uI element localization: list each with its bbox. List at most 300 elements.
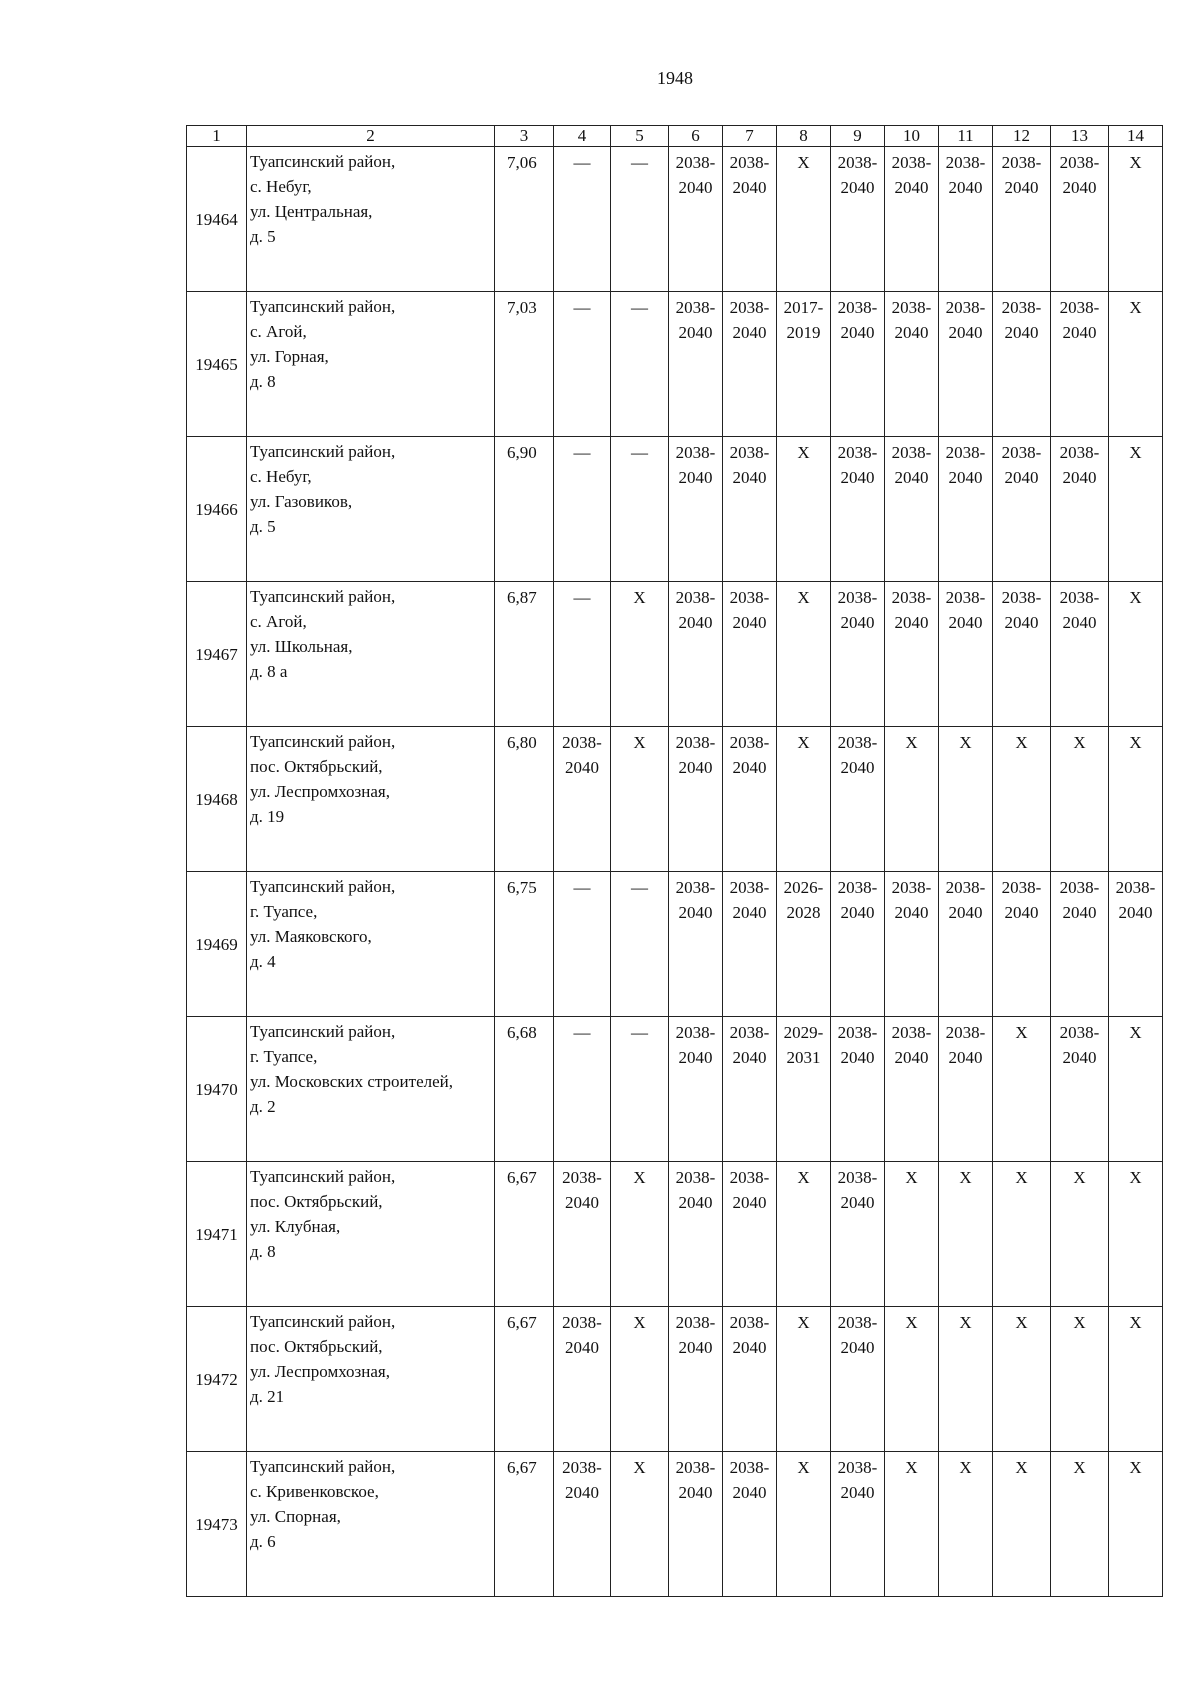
period-line: 2040 <box>948 468 983 487</box>
period-cell <box>993 1452 1051 1597</box>
period-line: 2040 <box>840 323 875 342</box>
address-line: ул. Леспромхозная, <box>250 782 390 801</box>
period-cell <box>1109 1017 1163 1162</box>
period-line: X <box>1073 1313 1086 1332</box>
period-line: — <box>631 878 648 897</box>
address-line: д. 2 <box>250 1097 276 1116</box>
period-line: 2031 <box>786 1048 821 1067</box>
period-cell <box>554 1452 611 1597</box>
address-line: д. 8 <box>250 1242 276 1261</box>
address-line: д. 5 <box>250 227 276 246</box>
period-cell <box>554 872 611 1017</box>
period-line: X <box>1073 1168 1086 1187</box>
period-line: 2040 <box>1062 903 1097 922</box>
period-cell <box>939 872 993 1017</box>
period-cell <box>554 292 611 437</box>
row-number: 19472 <box>187 1307 247 1452</box>
period-cell <box>939 292 993 437</box>
address-line: ул. Маяковского, <box>250 927 372 946</box>
period-line: 2038- <box>675 733 716 752</box>
period-line: 2038- <box>837 1313 878 1332</box>
value-cell: 6,87 <box>495 582 554 727</box>
row-number: 19468 <box>187 727 247 872</box>
period-line: X <box>959 1168 972 1187</box>
period-line: 2040 <box>894 468 929 487</box>
period-line: 2040 <box>678 903 713 922</box>
address-line: с. Агой, <box>250 612 307 631</box>
period-line: 2038- <box>675 443 716 462</box>
period-cell <box>1109 872 1163 1017</box>
period-cell <box>993 147 1051 292</box>
period-cell <box>777 727 831 872</box>
period-cell <box>723 147 777 292</box>
period-cell <box>777 292 831 437</box>
period-cell <box>993 1307 1051 1452</box>
period-line: 2040 <box>1118 903 1153 922</box>
row-number: 19471 <box>187 1162 247 1307</box>
period-cell <box>611 872 669 1017</box>
column-header: 8 <box>777 126 831 147</box>
period-cell <box>669 582 723 727</box>
period-line: 2040 <box>840 613 875 632</box>
period-line: 2038- <box>891 443 932 462</box>
period-cell <box>885 292 939 437</box>
address-line: Туапсинский район, <box>250 1312 396 1331</box>
row-number: 19464 <box>187 147 247 292</box>
address-cell <box>247 1017 495 1162</box>
address-line: Туапсинский район, <box>250 152 396 171</box>
period-cell <box>723 292 777 437</box>
period-line: X <box>797 1168 810 1187</box>
period-line: 2040 <box>948 323 983 342</box>
period-line: 2038- <box>729 588 770 607</box>
period-cell <box>831 437 885 582</box>
period-line: — <box>573 298 591 317</box>
period-line: 2038- <box>729 1313 770 1332</box>
period-line: X <box>633 588 646 607</box>
period-line: 2017- <box>783 298 824 317</box>
period-line: — <box>573 153 591 172</box>
period-line: 2038- <box>729 153 770 172</box>
address-line: д. 5 <box>250 517 276 536</box>
period-cell <box>885 1307 939 1452</box>
table-row <box>187 1307 1163 1452</box>
period-line: 2040 <box>894 613 929 632</box>
period-cell <box>777 1017 831 1162</box>
value-cell: 6,67 <box>495 1452 554 1597</box>
address-line: д. 19 <box>250 807 285 826</box>
period-line: X <box>797 1313 810 1332</box>
period-cell <box>554 437 611 582</box>
period-cell <box>831 1307 885 1452</box>
address-line: Туапсинский район, <box>250 587 396 606</box>
period-line: 2040 <box>732 178 767 197</box>
address-cell <box>247 1452 495 1597</box>
period-cell <box>777 1307 831 1452</box>
period-cell <box>831 147 885 292</box>
period-line: X <box>797 443 810 462</box>
period-cell <box>611 1017 669 1162</box>
period-line: — <box>573 588 591 607</box>
period-line: 2040 <box>1062 613 1097 632</box>
address-line: Туапсинский район, <box>250 1022 396 1041</box>
period-line: X <box>1129 1168 1142 1187</box>
period-cell <box>723 872 777 1017</box>
period-cell <box>993 872 1051 1017</box>
period-line: 2040 <box>565 1193 599 1212</box>
address-cell <box>247 582 495 727</box>
period-line: X <box>633 1313 646 1332</box>
address-cell <box>247 437 495 582</box>
address-line: Туапсинский район, <box>250 877 396 896</box>
period-cell <box>611 727 669 872</box>
period-line: 2040 <box>1004 468 1039 487</box>
period-line: 2040 <box>840 758 875 777</box>
period-cell <box>669 437 723 582</box>
period-line: 2026- <box>783 878 824 897</box>
period-line: 2038- <box>729 443 770 462</box>
column-header: 12 <box>993 126 1051 147</box>
period-cell <box>885 727 939 872</box>
period-cell <box>885 147 939 292</box>
table-row <box>187 1017 1163 1162</box>
period-cell <box>885 1162 939 1307</box>
address-line: ул. Школьная, <box>250 637 353 656</box>
period-line: 2040 <box>840 903 875 922</box>
period-line: X <box>905 1168 918 1187</box>
period-line: 2038- <box>1001 153 1042 172</box>
address-line: д. 6 <box>250 1532 276 1551</box>
period-line: X <box>1129 1023 1142 1042</box>
period-line: 2040 <box>678 1048 713 1067</box>
period-line: 2040 <box>678 468 713 487</box>
period-line: X <box>1129 733 1142 752</box>
address-line: с. Агой, <box>250 322 307 341</box>
period-cell <box>939 1162 993 1307</box>
period-cell <box>1109 292 1163 437</box>
period-line: X <box>1129 1458 1142 1477</box>
period-line: X <box>905 1313 918 1332</box>
value-cell: 6,80 <box>495 727 554 872</box>
period-cell <box>1051 1017 1109 1162</box>
period-cell <box>554 727 611 872</box>
period-line: 2038- <box>891 298 932 317</box>
period-line: 2040 <box>1004 323 1039 342</box>
period-line: 2038- <box>891 588 932 607</box>
period-line: 2040 <box>948 613 983 632</box>
period-line: 2040 <box>678 758 713 777</box>
period-cell <box>993 1162 1051 1307</box>
address-line: с. Небуг, <box>250 467 312 486</box>
column-header: 10 <box>885 126 939 147</box>
address-cell <box>247 872 495 1017</box>
period-cell <box>554 147 611 292</box>
period-cell <box>831 727 885 872</box>
period-line: 2038- <box>1001 443 1042 462</box>
period-line: 2038- <box>837 878 878 897</box>
table-row <box>187 727 1163 872</box>
period-line: 2038- <box>1059 298 1100 317</box>
period-line: X <box>1015 1023 1028 1042</box>
period-line: 2038- <box>675 878 716 897</box>
row-number: 19466 <box>187 437 247 582</box>
period-line: X <box>1015 1458 1028 1477</box>
period-line: 2040 <box>565 1483 599 1502</box>
period-line: 2038- <box>675 1023 716 1042</box>
period-line: X <box>1073 1458 1086 1477</box>
period-line: 2038- <box>837 733 878 752</box>
period-cell <box>885 437 939 582</box>
period-cell <box>611 1452 669 1597</box>
period-line: 2040 <box>1062 1048 1097 1067</box>
period-line: X <box>1129 443 1142 462</box>
period-cell <box>1051 437 1109 582</box>
period-line: X <box>797 1458 810 1477</box>
address-line: ул. Газовиков, <box>250 492 353 511</box>
period-line: 2038- <box>729 1168 770 1187</box>
period-line: 2038- <box>675 153 716 172</box>
period-line: 2040 <box>565 758 599 777</box>
period-cell <box>777 582 831 727</box>
period-line: 2038- <box>1059 1023 1100 1042</box>
period-line: 2038- <box>675 298 716 317</box>
period-line: 2040 <box>678 178 713 197</box>
period-line: 2040 <box>948 178 983 197</box>
period-line: 2038- <box>729 298 770 317</box>
period-cell <box>939 582 993 727</box>
row-number: 19473 <box>187 1452 247 1597</box>
period-line: X <box>1129 153 1142 172</box>
period-cell <box>669 147 723 292</box>
period-line: 2038- <box>837 1023 878 1042</box>
period-cell <box>723 1307 777 1452</box>
period-line: 2038- <box>729 1458 770 1477</box>
column-header: 7 <box>723 126 777 147</box>
period-line: 2040 <box>732 468 767 487</box>
period-line: 2038- <box>837 298 878 317</box>
period-line: 2040 <box>678 613 713 632</box>
address-line: ул. Клубная, <box>250 1217 341 1236</box>
address-line: ул. Центральная, <box>250 202 373 221</box>
period-line: X <box>1129 588 1142 607</box>
column-header: 2 <box>247 126 495 147</box>
column-header: 6 <box>669 126 723 147</box>
period-line: 2038- <box>675 1313 716 1332</box>
value-cell: 6,68 <box>495 1017 554 1162</box>
period-line: 2040 <box>1004 903 1039 922</box>
period-cell <box>669 872 723 1017</box>
column-header: 11 <box>939 126 993 147</box>
address-line: пос. Октябрьский, <box>250 1192 383 1211</box>
row-number: 19467 <box>187 582 247 727</box>
data-table <box>186 125 1163 1597</box>
period-line: 2040 <box>840 1193 875 1212</box>
period-line: 2038- <box>1059 153 1100 172</box>
period-line: 2038- <box>945 298 986 317</box>
period-cell <box>777 147 831 292</box>
address-line: д. 8 <box>250 372 276 391</box>
period-line: — <box>573 1023 591 1042</box>
period-line: 2038- <box>729 733 770 752</box>
period-line: 2040 <box>678 1338 713 1357</box>
period-line: 2040 <box>948 903 983 922</box>
period-cell <box>1051 727 1109 872</box>
period-cell <box>1109 1452 1163 1597</box>
period-cell <box>939 1307 993 1452</box>
table-row <box>187 582 1163 727</box>
period-cell <box>1109 1162 1163 1307</box>
period-line: 2040 <box>732 323 767 342</box>
address-line: Туапсинский район, <box>250 1457 396 1476</box>
period-line: 2040 <box>678 1193 713 1212</box>
period-cell <box>885 582 939 727</box>
column-header: 1 <box>187 126 247 147</box>
period-line: X <box>633 1168 646 1187</box>
period-line: 2038- <box>675 588 716 607</box>
period-cell <box>1109 727 1163 872</box>
address-cell <box>247 1307 495 1452</box>
address-line: Туапсинский район, <box>250 1167 396 1186</box>
row-number: 19465 <box>187 292 247 437</box>
period-line: X <box>959 1458 972 1477</box>
period-line: 2038- <box>729 878 770 897</box>
address-line: Туапсинский район, <box>250 297 396 316</box>
period-line: 2040 <box>678 1483 713 1502</box>
period-line: 2038- <box>675 1168 716 1187</box>
period-line: 2038- <box>837 1168 878 1187</box>
period-line: 2038- <box>1115 878 1156 897</box>
period-line: X <box>797 733 810 752</box>
period-line: 2040 <box>732 1048 767 1067</box>
address-line: ул. Горная, <box>250 347 329 366</box>
period-line: 2038- <box>1059 588 1100 607</box>
period-cell <box>611 1162 669 1307</box>
period-cell <box>831 292 885 437</box>
value-cell: 7,03 <box>495 292 554 437</box>
period-line: 2040 <box>840 468 875 487</box>
period-line: 2040 <box>732 903 767 922</box>
value-cell: 6,90 <box>495 437 554 582</box>
value-cell: 6,75 <box>495 872 554 1017</box>
address-line: ул. Спорная, <box>250 1507 341 1526</box>
period-line: 2038- <box>1059 878 1100 897</box>
period-line: 2038- <box>562 733 602 752</box>
period-cell <box>885 1452 939 1597</box>
period-line: X <box>1129 298 1142 317</box>
period-cell <box>777 872 831 1017</box>
period-line: 2040 <box>1004 613 1039 632</box>
period-line: X <box>959 1313 972 1332</box>
period-line: — <box>631 1023 648 1042</box>
period-line: 2040 <box>1004 178 1039 197</box>
address-line: д. 4 <box>250 952 276 971</box>
period-cell <box>723 727 777 872</box>
address-line: с. Кривенковское, <box>250 1482 379 1501</box>
period-cell <box>939 147 993 292</box>
column-header: 4 <box>554 126 611 147</box>
period-cell <box>554 582 611 727</box>
value-cell: 7,06 <box>495 147 554 292</box>
period-line: 2038- <box>562 1168 602 1187</box>
column-header: 9 <box>831 126 885 147</box>
period-line: X <box>905 733 918 752</box>
address-cell <box>247 727 495 872</box>
row-number: 19469 <box>187 872 247 1017</box>
period-cell <box>554 1307 611 1452</box>
period-cell <box>777 1162 831 1307</box>
table-row <box>187 147 1163 292</box>
period-line: 2019 <box>786 323 821 342</box>
period-line: 2038- <box>837 443 878 462</box>
period-cell <box>1051 1452 1109 1597</box>
period-line: 2040 <box>840 1338 875 1357</box>
period-line: X <box>1015 1313 1028 1332</box>
address-cell <box>247 292 495 437</box>
column-header: 13 <box>1051 126 1109 147</box>
period-line: 2040 <box>1062 468 1097 487</box>
period-cell <box>723 1017 777 1162</box>
period-line: 2038- <box>1001 588 1042 607</box>
period-cell <box>1051 872 1109 1017</box>
period-line: 2040 <box>732 613 767 632</box>
address-line: Туапсинский район, <box>250 442 396 461</box>
period-line: X <box>633 733 646 752</box>
page-number: 1948 <box>657 68 693 88</box>
period-line: 2038- <box>1001 878 1042 897</box>
period-cell <box>611 582 669 727</box>
period-line: 2040 <box>732 1338 767 1357</box>
column-header: 5 <box>611 126 669 147</box>
period-line: 2028 <box>786 903 821 922</box>
address-line: д. 21 <box>250 1387 285 1406</box>
period-line: 2040 <box>1062 323 1097 342</box>
address-line: с. Небуг, <box>250 177 312 196</box>
address-line: ул. Московских строителей, <box>250 1072 454 1091</box>
period-cell <box>611 1307 669 1452</box>
period-line: 2040 <box>894 1048 929 1067</box>
period-cell <box>1051 1162 1109 1307</box>
header-row <box>187 126 1163 147</box>
period-cell <box>993 582 1051 727</box>
table-row <box>187 1162 1163 1307</box>
period-cell <box>723 1162 777 1307</box>
period-cell <box>993 727 1051 872</box>
period-line: 2038- <box>945 878 986 897</box>
period-line: 2038- <box>945 588 986 607</box>
period-line: 2038- <box>729 1023 770 1042</box>
period-line: — <box>631 443 648 462</box>
address-line: пос. Октябрьский, <box>250 1337 383 1356</box>
period-line: 2040 <box>840 178 875 197</box>
row-number: 19470 <box>187 1017 247 1162</box>
period-line: X <box>1015 1168 1028 1187</box>
address-line: Туапсинский район, <box>250 732 396 751</box>
period-line: X <box>905 1458 918 1477</box>
period-line: — <box>573 443 591 462</box>
period-cell <box>777 437 831 582</box>
period-cell <box>723 582 777 727</box>
period-line: 2038- <box>1059 443 1100 462</box>
column-header: 14 <box>1109 126 1163 147</box>
period-line: 2040 <box>732 1193 767 1212</box>
period-line: X <box>797 153 810 172</box>
period-line: X <box>959 733 972 752</box>
period-line: 2040 <box>894 903 929 922</box>
period-cell <box>831 1017 885 1162</box>
period-cell <box>611 292 669 437</box>
table-row <box>187 437 1163 582</box>
period-line: 2038- <box>837 153 878 172</box>
